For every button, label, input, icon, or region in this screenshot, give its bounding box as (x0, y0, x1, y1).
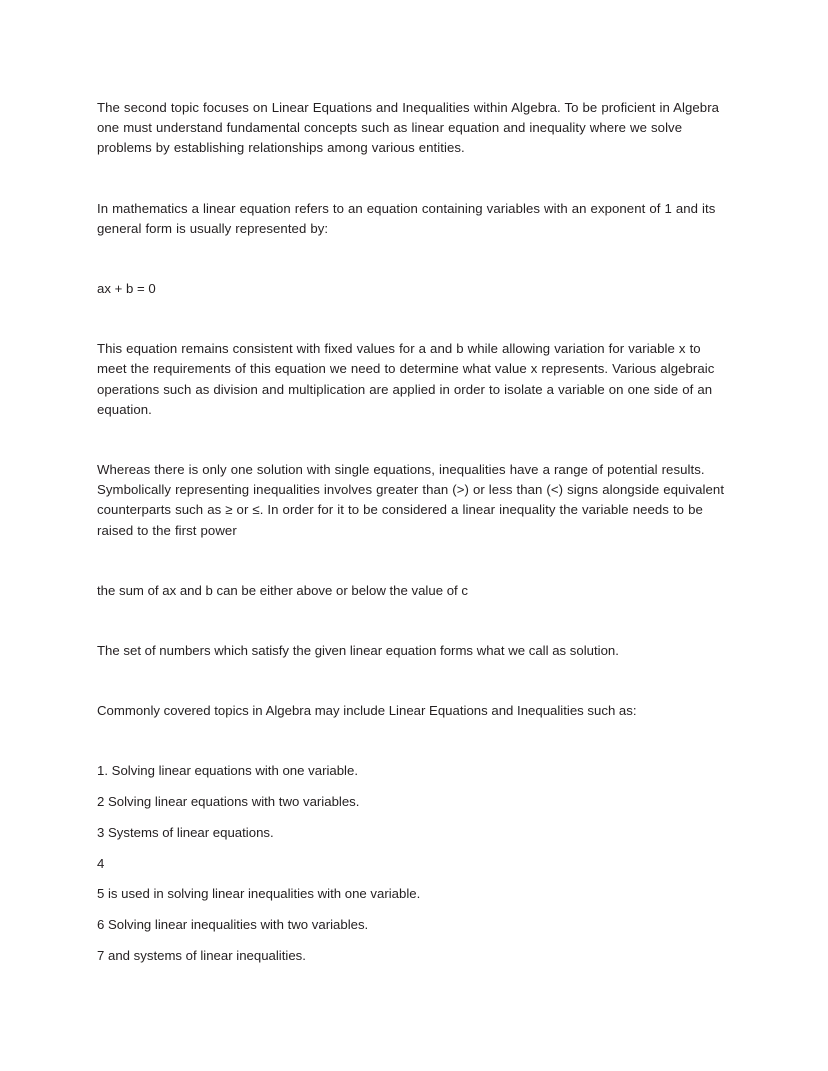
paragraph-topics-intro: Commonly covered topics in Algebra may include Linear Equations and Inequalities such as: (97, 703, 637, 719)
paragraph-spacer (97, 740, 731, 761)
list-item: 7 and systems of linear inequalities. (97, 947, 306, 963)
document-body (97, 98, 731, 976)
paragraph-sum-statement: the sum of ax and b can be either above or below the value of c (97, 582, 468, 598)
list-item: 5 is used in solving linear inequalities with one variable. (97, 886, 421, 902)
list-item: 6 Solving linear inequalities with two variables. (97, 916, 369, 932)
list-item: 1. Solving linear equations with one variable. (97, 763, 358, 779)
list-item: 4 (97, 855, 105, 871)
paragraph-definition: In mathematics a linear equation refers to an equation containing variables with an exponent of 1 and its general form is usually represented by: (97, 200, 716, 236)
paragraph-spacer (97, 318, 731, 339)
paragraph-spacer (97, 439, 731, 460)
paragraph-spacer (97, 560, 731, 581)
paragraph-consistency: This equation remains consistent with fixed values for a and b while allowing variation for variable x to meet the requirements of this equation we need to determine what value x represents. Various algebraic operations such as division and multiplication are applied in order to isolate a variable on one side of an equation. (97, 341, 715, 417)
paragraph-solution-statement: The set of numbers which satisfy the given linear equation forms what we call as solution. (97, 643, 619, 659)
paragraph-inequalities: Whereas there is only one solution with single equations, inequalities have a range of potential results. Symbolically representing inequalities involves greater than (>) or less than (<) signs alongside equivalent counterparts such as ≥ or ≤. In order for it to be considered a linear inequality the variable needs to be raised to the first power (97, 462, 725, 538)
list-item: 2 Solving linear equations with two variables. (97, 794, 360, 810)
paragraph-spacer (97, 620, 731, 641)
paragraph-spacer (97, 178, 731, 199)
list-item: 3 Systems of linear equations. (97, 824, 274, 840)
paragraph-intro: The second topic focuses on Linear Equations and Inequalities within Algebra. To be proficient in Algebra one must understand fundamental concepts such as linear equation and inequality where we solve problems by establishing relationships among various entities. (97, 100, 720, 156)
topics-list (97, 761, 731, 965)
equation-general-form: ax + b = 0 (97, 281, 156, 297)
paragraph-spacer (97, 258, 731, 279)
paragraph-spacer (97, 680, 731, 701)
